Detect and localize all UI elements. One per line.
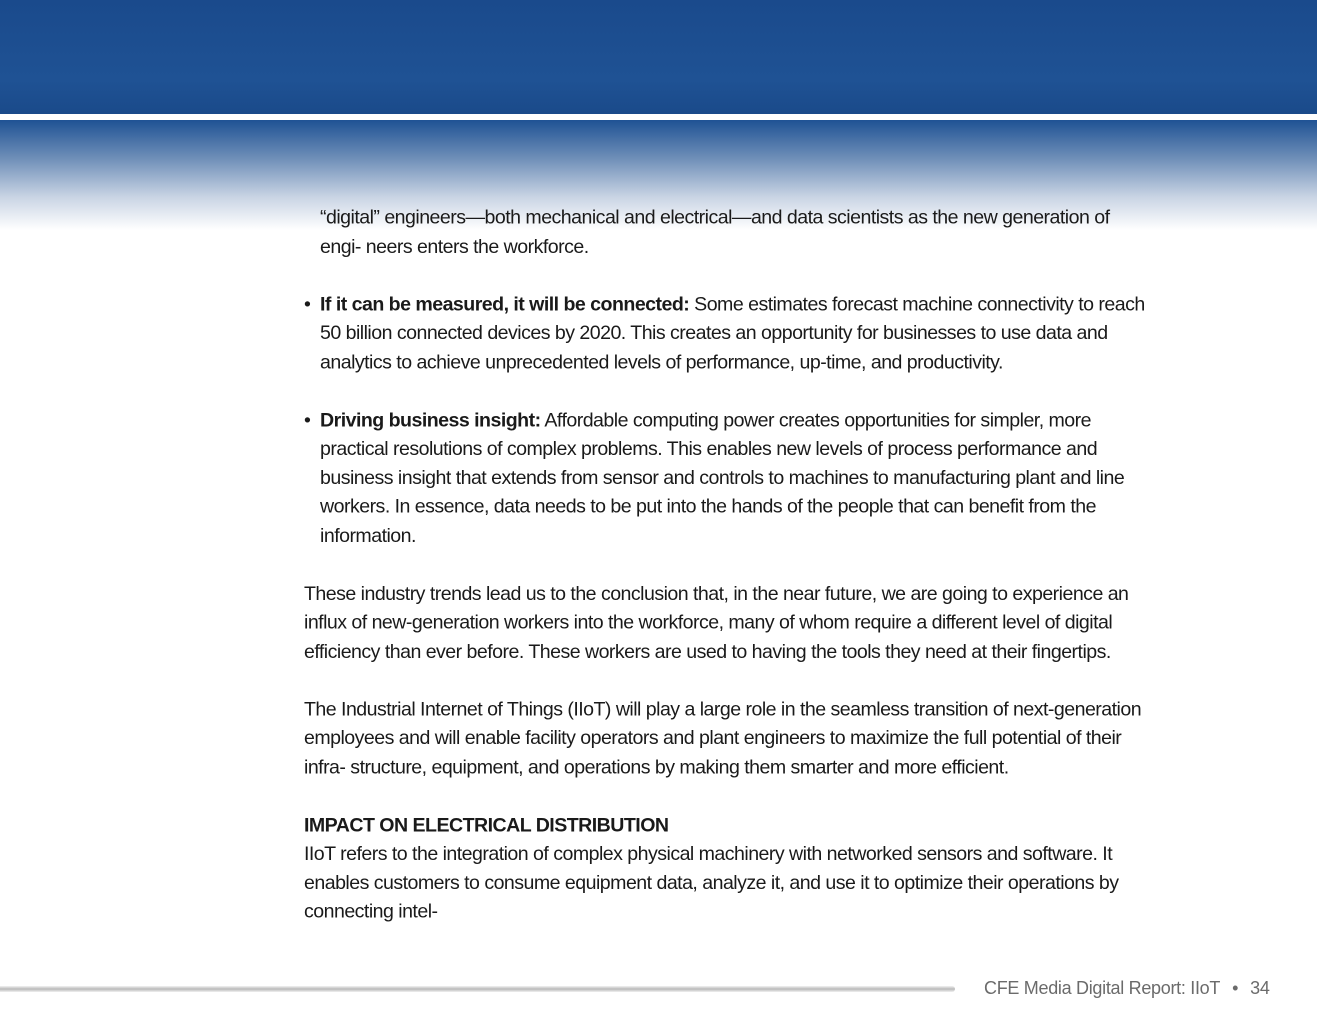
bullet-icon: • xyxy=(304,408,311,431)
bullet-item-measured xyxy=(304,290,1149,377)
bullet-icon: • xyxy=(304,292,311,315)
article-body xyxy=(304,203,1149,955)
bullet-item-insight xyxy=(304,405,1149,550)
footer-rule xyxy=(0,986,955,992)
section-heading: IMPACT ON ELECTRICAL DISTRIBUTION xyxy=(304,813,669,836)
paragraph-iiot-role: The Industrial Internet of Things (IIoT) will play a large role in the seamless transition of next-generation employees and will enable facility operators and plant engineers to maximize the full potential of their infra- structure, equipment, and operations by making them smarter and more efficient. xyxy=(304,697,1142,778)
footer xyxy=(984,978,1270,999)
section-paragraph: IIoT refers to the integration of complex physical machinery with networked sensors and software. It enables customers to consume equipment data, analyze it, and use it to optimize their operations by connecting intel- xyxy=(304,841,1119,923)
paragraph-trends: These industry trends lead us to the conclusion that, in the near future, we are going to experience an influx of new-generation workers into the workforce, many of whom require a different level of digital efficiency than ever before. These workers are used to having the tools they need at their fingertips. xyxy=(304,581,1129,662)
bullet-text: Some estimates forecast machine connectivity to reach 50 billion connected devices by 2020. This creates an opportunity for businesses to use data and analytics to achieve unprecedented levels of performance, up-time, and productivity. xyxy=(320,292,1145,373)
continuation-paragraph: “digital” engineers—both mechanical and electrical—and data scientists as the new generation of engi- neers enters the workforce. xyxy=(320,205,1110,257)
footer-report-title: CFE Media Digital Report: IIoT xyxy=(984,978,1221,998)
bullet-lead: If it can be measured, it will be connected: xyxy=(320,292,690,315)
footer-separator-icon: • xyxy=(1232,978,1239,998)
bullet-lead: Driving business insight: xyxy=(320,408,541,431)
page-number: 34 xyxy=(1250,978,1270,998)
header-banner xyxy=(0,0,1317,114)
bullet-text: Affordable computing power creates opportunities for simpler, more practical resolutions of complex problems. This enables new levels of process performance and business insight that extends from sensor and controls to machines to manufacturing plant and line workers. In essence, data needs to be put into the hands of the people that can benefit from the information. xyxy=(320,408,1125,547)
